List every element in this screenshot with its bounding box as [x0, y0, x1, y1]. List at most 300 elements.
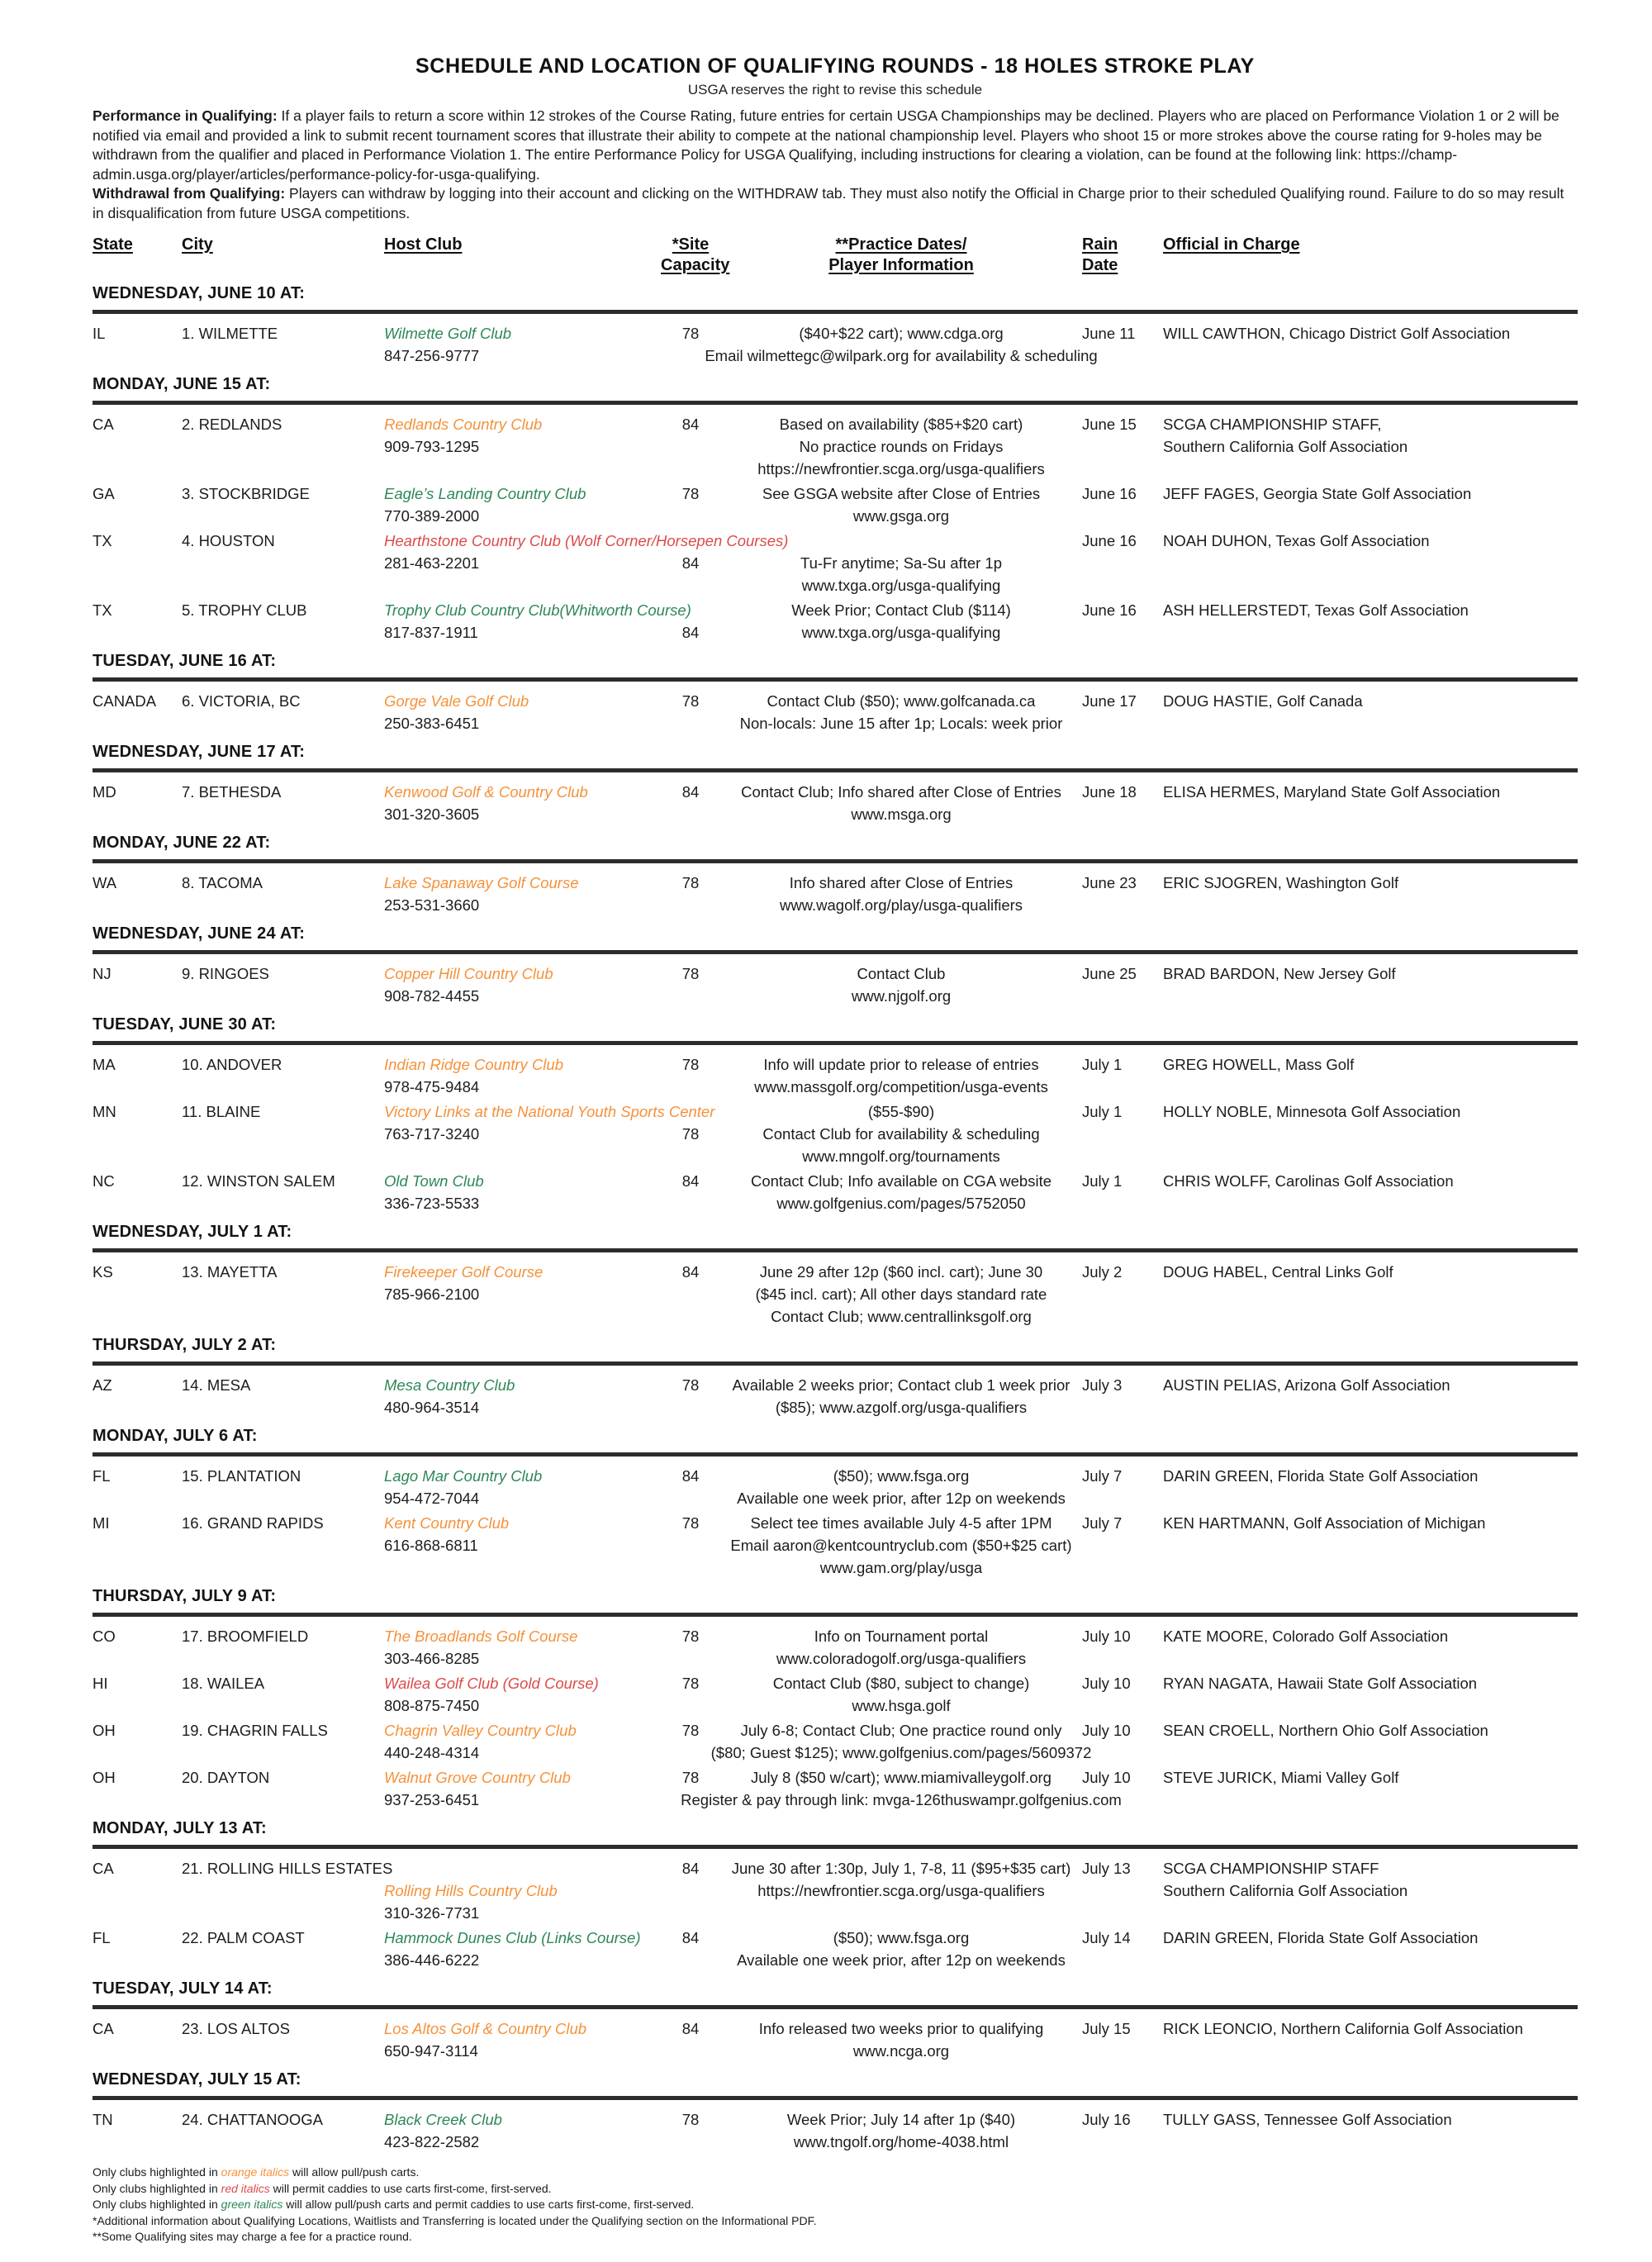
capacity-value: 78: [681, 1769, 700, 1786]
day-group: [93, 652, 1578, 734]
host-club-name: Indian Ridge Country Club: [384, 1056, 563, 1073]
header-city: City: [182, 235, 213, 254]
capacity-value: 78: [681, 1628, 700, 1645]
practice-line: [720, 1857, 1082, 1879]
state-value: NJ: [93, 965, 112, 982]
qualifying-row: [93, 530, 1578, 596]
official-name: [1163, 345, 1578, 367]
city-value: 8. TACOMA: [182, 874, 263, 891]
host-club-cell: [384, 2017, 661, 2062]
host-club-cell: [384, 1927, 661, 1971]
city-value: 2. REDLANDS: [182, 416, 282, 433]
club-phone: 423-822-2582: [384, 2133, 480, 2150]
footnote-line: [93, 2165, 1578, 2181]
capacity-value: 84: [681, 624, 700, 641]
club-name-line: [384, 1927, 661, 1949]
day-header: WEDNESDAY, JULY 15 AT:: [93, 2070, 301, 2089]
footnote-line: [93, 2197, 1578, 2213]
state-value: [93, 552, 182, 574]
official-name: [1163, 505, 1578, 527]
capacity-value: 84: [681, 1172, 700, 1190]
practice-text: Contact Club ($80, subject to change): [772, 1675, 1030, 1692]
rain-date-value: [1082, 1396, 1163, 1419]
state-value: [93, 435, 182, 458]
club-empty-line: [384, 574, 661, 596]
city-value: [182, 2040, 384, 2062]
day-entries: [93, 1857, 1578, 1971]
official-cell: [1163, 1465, 1578, 1509]
practice-text: June 29 after 12p ($60 incl. cart); June 30: [759, 1263, 1043, 1281]
host-club-name: Copper Hill Country Club: [384, 965, 553, 982]
practice-line: [720, 458, 1082, 480]
site-capacity-cell: [661, 690, 720, 734]
official-name: [1163, 985, 1578, 1007]
withdrawal-text: Players can withdraw by logging into their account and clicking on the WITHDRAW tab. They must also notify the Official in Charge prior to their scheduled Qualifying round. Failure to do so may result in disqualification from future USGA competitions.: [93, 185, 1564, 221]
day-group: [93, 1015, 1578, 1214]
club-name-line: [384, 1053, 661, 1076]
city-value: [182, 894, 384, 916]
practice-info-cell: [720, 2108, 1082, 2153]
site-capacity-cell: [661, 1465, 720, 1509]
club-phone: 281-463-2201: [384, 554, 480, 572]
club-phone: 978-475-9484: [384, 1078, 480, 1095]
city-value: [182, 1647, 384, 1670]
official-name: RICK LEONCIO, Northern California Golf Association: [1163, 2020, 1523, 2037]
official-name: [1163, 552, 1578, 574]
club-name-line: [384, 781, 661, 803]
state-value: [93, 345, 182, 367]
club-phone: 785-966-2100: [384, 1285, 480, 1303]
city-cell: [182, 482, 384, 527]
practice-info-cell: [720, 1512, 1082, 1579]
official-name: [1163, 1902, 1578, 1924]
city-value: [182, 435, 384, 458]
rain-date-cell: [1082, 530, 1163, 596]
practice-info-cell: [720, 872, 1082, 916]
official-cell: [1163, 962, 1578, 1007]
rain-date-value: [1082, 1076, 1163, 1098]
city-value: [182, 1123, 384, 1145]
city-cell: [182, 781, 384, 825]
practice-line: [720, 1556, 1082, 1579]
club-phone: 301-320-3605: [384, 805, 480, 823]
rain-date-cell: [1082, 2108, 1163, 2153]
official-name: [1163, 712, 1578, 734]
practice-info-cell: [705, 322, 1098, 367]
footnote-text: Only clubs highlighted in: [93, 2198, 221, 2211]
practice-text: Info released two weeks prior to qualifying: [758, 2020, 1044, 2037]
state-value: OH: [93, 1722, 116, 1739]
practice-info-cell: [720, 1857, 1082, 1924]
city-cell: [182, 2017, 384, 2062]
day-group: [93, 375, 1578, 644]
official-name: JEFF FAGES, Georgia State Golf Association: [1163, 485, 1472, 502]
city-cell: [182, 1374, 384, 1419]
official-name: KATE MOORE, Colorado Golf Association: [1163, 1628, 1449, 1645]
capacity-value: [661, 1487, 720, 1509]
rain-date-value: [1082, 1789, 1163, 1811]
official-name: TULLY GASS, Tennessee Golf Association: [1163, 2111, 1452, 2128]
club-name-line: [384, 1170, 661, 1192]
practice-text: July 8 ($50 w/cart); www.miamivalleygolf.org: [751, 1769, 1051, 1786]
day-group: [93, 2070, 1578, 2153]
club-name-line: [384, 322, 661, 345]
header-practice-dates: **Practice Dates/ Player Information: [828, 235, 974, 274]
official-cell: [1163, 872, 1578, 916]
rain-date-value: [1082, 505, 1163, 527]
official-cell: [1163, 1170, 1578, 1214]
practice-info-cell: [720, 599, 1082, 644]
state-value: [93, 1556, 182, 1579]
site-capacity-cell: [661, 413, 720, 480]
practice-line: [720, 1949, 1082, 1971]
host-club-cell: [384, 1625, 661, 1670]
city-value: [182, 458, 384, 480]
host-club-cell: [384, 322, 661, 367]
state-cell: [93, 1927, 182, 1971]
practice-text: www.mngolf.org/tournaments: [802, 1148, 1000, 1165]
state-cell: [93, 599, 182, 644]
official-cell: [1163, 781, 1578, 825]
rain-date-value: [1082, 345, 1163, 367]
practice-line: [720, 1374, 1082, 1396]
official-name: [1163, 458, 1578, 480]
state-value: NC: [93, 1172, 115, 1190]
state-value: WA: [93, 874, 117, 891]
practice-text: Contact Club ($50); www.golfcanada.ca: [767, 692, 1036, 710]
official-name: [1163, 1305, 1578, 1328]
city-value: 11. BLAINE: [182, 1103, 261, 1120]
rain-date-value: July 13: [1082, 1860, 1131, 1877]
capacity-value: 84: [681, 1467, 700, 1485]
site-capacity-cell: [661, 530, 720, 596]
state-value: HI: [93, 1675, 108, 1692]
capacity-value: 78: [681, 965, 700, 982]
rain-date-value: June 16: [1082, 485, 1137, 502]
official-name: Southern California Golf Association: [1163, 438, 1408, 455]
capacity-value: [661, 530, 720, 552]
day-header: MONDAY, JULY 13 AT:: [93, 1819, 267, 1837]
city-value: 12. WINSTON SALEM: [182, 1172, 335, 1190]
state-value: [93, 1742, 182, 1764]
city-value: [182, 2131, 384, 2153]
rain-date-value: July 7: [1082, 1467, 1123, 1485]
state-value: AZ: [93, 1376, 112, 1394]
site-capacity-cell: [661, 1100, 720, 1167]
practice-text: See GSGA website after Close of Entries: [762, 485, 1041, 502]
city-value: [182, 552, 384, 574]
state-cell: [93, 1719, 182, 1764]
page-subtitle: USGA reserves the right to revise this schedule: [687, 82, 983, 97]
capacity-value: [661, 985, 720, 1007]
capacity-value: 78: [681, 1514, 700, 1532]
practice-line: [720, 1487, 1082, 1509]
practice-line: [720, 985, 1082, 1007]
practice-text: Email aaron@kentcountryclub.com ($50+$25 cart): [730, 1537, 1072, 1554]
city-value: [182, 985, 384, 1007]
divider-rule: [93, 1248, 1578, 1252]
rain-date-value: [1082, 552, 1163, 574]
divider-rule: [93, 1041, 1578, 1045]
practice-line: [720, 530, 1082, 552]
city-value: 22. PALM COAST: [182, 1929, 305, 1946]
day-entries: [93, 1374, 1578, 1419]
practice-text: ($50); www.fsga.org: [833, 1929, 970, 1946]
rain-date-value: July 1: [1082, 1172, 1123, 1190]
practice-line: [720, 1672, 1082, 1694]
day-group: [93, 1587, 1578, 1811]
state-value: [93, 1789, 182, 1811]
club-name-line: [384, 1766, 661, 1789]
qualifying-row: [93, 1512, 1578, 1579]
host-club-name: The Broadlands Golf Course: [384, 1628, 578, 1645]
day-group: [93, 1979, 1578, 2062]
state-value: [93, 2131, 182, 2153]
host-club-cell: [384, 413, 661, 480]
official-name: DARIN GREEN, Florida State Golf Association: [1163, 1929, 1479, 1946]
host-club-name: Redlands Country Club: [384, 416, 543, 433]
divider-rule: [93, 1361, 1578, 1366]
practice-text: Tu-Fr anytime; Sa-Su after 1p: [800, 554, 1002, 572]
day-group: [93, 834, 1578, 916]
club-name-line: [384, 482, 661, 505]
city-cell: [182, 962, 384, 1007]
city-value: [182, 1902, 384, 1924]
official-name: ELISA HERMES, Maryland State Golf Association: [1163, 783, 1501, 801]
state-value: [93, 2040, 182, 2062]
footnote-color-term: green italics: [221, 2198, 283, 2211]
site-capacity-cell: [661, 1261, 720, 1328]
city-cell: [182, 1766, 384, 1811]
official-name: [1163, 894, 1578, 916]
qualifying-row: [93, 1927, 1578, 1971]
practice-text: ($80; Guest $125); www.golfgenius.com/pages/5609372: [710, 1744, 1092, 1761]
city-cell: [182, 322, 384, 367]
practice-line: [720, 2108, 1082, 2131]
state-value: CA: [93, 416, 114, 433]
host-club-name: Wilmette Golf Club: [384, 325, 512, 342]
rain-date-value: [1082, 803, 1163, 825]
practice-line: [720, 2131, 1082, 2153]
rain-date-value: [1082, 1192, 1163, 1214]
capacity-value: [661, 2040, 720, 2062]
official-name: [1163, 2040, 1578, 2062]
practice-line: [720, 1719, 1082, 1742]
state-value: FL: [93, 1929, 111, 1946]
state-value: TX: [93, 601, 112, 619]
official-name: HOLLY NOBLE, Minnesota Golf Association: [1163, 1103, 1461, 1120]
footnote-line: [93, 2213, 1578, 2230]
site-capacity-cell: [661, 2017, 720, 2062]
practice-info-cell: [720, 1672, 1082, 1717]
practice-line: [720, 781, 1082, 803]
city-value: 20. DAYTON: [182, 1769, 270, 1786]
practice-info-cell: [720, 1927, 1082, 1971]
official-name: DOUG HASTIE, Golf Canada: [1163, 692, 1363, 710]
practice-line: [720, 1534, 1082, 1556]
qualifying-row: [93, 482, 1578, 527]
practice-line: [720, 1145, 1082, 1167]
capacity-value: 78: [681, 1675, 700, 1692]
state-cell: [93, 322, 182, 367]
header-host-club: Host Club: [384, 235, 463, 254]
city-value: 14. MESA: [182, 1376, 251, 1394]
practice-info-cell: [720, 1261, 1082, 1328]
city-cell: [182, 1672, 384, 1717]
state-value: [93, 574, 182, 596]
day-group: [93, 284, 1578, 367]
site-capacity-cell: [661, 781, 720, 825]
host-club-cell: [384, 1672, 661, 1717]
rain-date-value: [1082, 1305, 1163, 1328]
practice-text: ($50); www.fsga.org: [833, 1467, 970, 1485]
day-entries: [93, 1625, 1578, 1811]
practice-line: [720, 690, 1082, 712]
performance-text: If a player fails to return a score within 12 strokes of the Course Rating, future entries for certain USGA Championships may be declined. Players who are placed on Performance Violation 1 or 2 will be notified via email and provided a link to submit recent tournament scores that illustrate their ability to compete at the national championship level. Players who shoot 15 or more strokes above the course rating for 9-holes may be withdrawn from the qualifier and placed in Performance Violation 1. The entire Performance Policy for USGA Qualifying, including instructions for clearing a violation, can be found at the following link: https://champ-admin.usga.org/player/articles/performance-policy-for-usga-qualifying.: [93, 107, 1559, 183]
capacity-value: [661, 1283, 720, 1305]
capacity-value: [661, 599, 720, 621]
host-club-cell: [384, 1512, 661, 1579]
capacity-value: [661, 505, 720, 527]
official-name: DOUG HABEL, Central Links Golf: [1163, 1263, 1393, 1281]
day-header: TUESDAY, JULY 14 AT:: [93, 1979, 273, 1998]
capacity-value: [661, 1949, 720, 1971]
city-value: [182, 712, 384, 734]
practice-line: [720, 1625, 1082, 1647]
host-club-name: Kenwood Golf & Country Club: [384, 783, 588, 801]
rain-date-value: July 16: [1082, 2111, 1131, 2128]
city-cell: [182, 599, 384, 644]
rain-date-value: [1082, 1556, 1163, 1579]
qualifying-row: [93, 1374, 1578, 1419]
footnote-line: [93, 2181, 1578, 2198]
qualifying-row: [93, 1625, 1578, 1670]
qualifying-row: [93, 2017, 1578, 2062]
club-empty-line: [384, 458, 661, 480]
practice-text: www.txga.org/usga-qualifying: [801, 577, 1001, 594]
city-value: [182, 1694, 384, 1717]
official-name: KEN HARTMANN, Golf Association of Michigan: [1163, 1514, 1486, 1532]
rain-date-cell: [1082, 1672, 1163, 1717]
club-phone: 847-256-9777: [384, 347, 480, 364]
capacity-value: 78: [681, 874, 700, 891]
city-value: [182, 1742, 384, 1764]
rain-date-value: [1082, 1534, 1163, 1556]
intro-section: [93, 107, 1578, 223]
capacity-value: [661, 803, 720, 825]
site-capacity-cell: [661, 1512, 720, 1579]
footnote-text: Only clubs highlighted in: [93, 2165, 221, 2179]
practice-line: [720, 599, 1082, 621]
city-value: [182, 1487, 384, 1509]
rain-date-value: July 15: [1082, 2020, 1131, 2037]
rain-date-cell: [1082, 1465, 1163, 1509]
practice-line: [720, 1283, 1082, 1305]
rain-date-cell: [1082, 1170, 1163, 1214]
capacity-value: [661, 1647, 720, 1670]
site-capacity-cell: [661, 2108, 720, 2153]
official-name: [1163, 1534, 1578, 1556]
rain-date-cell: [1082, 482, 1163, 527]
day-header: MONDAY, JUNE 22 AT:: [93, 834, 271, 852]
divider-rule: [93, 1613, 1578, 1617]
host-club-name: Rolling Hills Country Club: [384, 1882, 558, 1899]
official-name: ASH HELLERSTEDT, Texas Golf Association: [1163, 601, 1469, 619]
practice-line: [720, 962, 1082, 985]
practice-line: [681, 1789, 1122, 1811]
club-phone: 440-248-4314: [384, 1744, 480, 1761]
site-capacity-cell: [661, 482, 720, 527]
host-club-name: Kent Country Club: [384, 1514, 510, 1532]
capacity-value: 78: [681, 1056, 700, 1073]
club-phone: 763-717-3240: [384, 1125, 480, 1143]
qualifying-row: [93, 781, 1578, 825]
capacity-value: [661, 1879, 720, 1902]
club-phone: 480-964-3514: [384, 1399, 480, 1416]
practice-line: [720, 1261, 1082, 1283]
day-entries: [93, 1053, 1578, 1214]
state-cell: [93, 1672, 182, 1717]
state-value: CO: [93, 1628, 116, 1645]
practice-info-cell: [720, 2017, 1082, 2062]
official-name: [1163, 1145, 1578, 1167]
city-value: [182, 1396, 384, 1419]
club-phone: 908-782-4455: [384, 987, 480, 1005]
footnote-line: [93, 2229, 1578, 2245]
official-name: WILL CAWTHON, Chicago District Golf Association: [1163, 325, 1511, 342]
practice-text: Register & pay through link: mvga-126thuswampr.golfgenius.com: [681, 1791, 1122, 1808]
state-value: [93, 1145, 182, 1167]
club-name-line: [384, 872, 661, 894]
official-cell: [1163, 413, 1578, 480]
state-value: [93, 1305, 182, 1328]
capacity-value: [661, 1556, 720, 1579]
practice-text: www.njgolf.org: [851, 987, 952, 1005]
qualifying-row: [93, 2108, 1578, 2153]
capacity-value: 84: [681, 1929, 700, 1946]
official-name: SCGA CHAMPIONSHIP STAFF,: [1163, 416, 1382, 433]
rain-date-value: July 10: [1082, 1769, 1131, 1786]
rain-date-value: July 10: [1082, 1675, 1131, 1692]
practice-text: Available one week prior, after 12p on weekends: [737, 1490, 1066, 1507]
city-cell: [182, 1170, 384, 1214]
practice-text: www.golfgenius.com/pages/5752050: [776, 1195, 1026, 1212]
state-cell: [93, 2108, 182, 2153]
day-entries: [93, 962, 1578, 1007]
rain-date-value: [1082, 1647, 1163, 1670]
official-name: RYAN NAGATA, Hawaii State Golf Association: [1163, 1675, 1478, 1692]
official-name: [1163, 1789, 1578, 1811]
rain-date-cell: [1082, 872, 1163, 916]
official-name: NOAH DUHON, Texas Golf Association: [1163, 532, 1430, 549]
rain-date-cell: [1082, 1857, 1163, 1924]
host-club-name: Old Town Club: [384, 1172, 484, 1190]
city-value: 4. HOUSTON: [182, 532, 275, 549]
city-value: [182, 505, 384, 527]
city-value: 17. BROOMFIELD: [182, 1628, 309, 1645]
state-value: TX: [93, 532, 112, 549]
practice-line: [720, 1053, 1082, 1076]
state-value: TN: [93, 2111, 113, 2128]
host-club-cell: [384, 690, 661, 734]
city-value: 3. STOCKBRIDGE: [182, 485, 310, 502]
qualifying-row: [93, 1100, 1578, 1167]
withdrawal-paragraph: [93, 184, 1578, 223]
practice-info-cell: [720, 413, 1082, 480]
column-headers: [93, 235, 1578, 276]
site-capacity-cell: [661, 1625, 720, 1670]
official-name: AUSTIN PELIAS, Arizona Golf Association: [1163, 1376, 1450, 1394]
